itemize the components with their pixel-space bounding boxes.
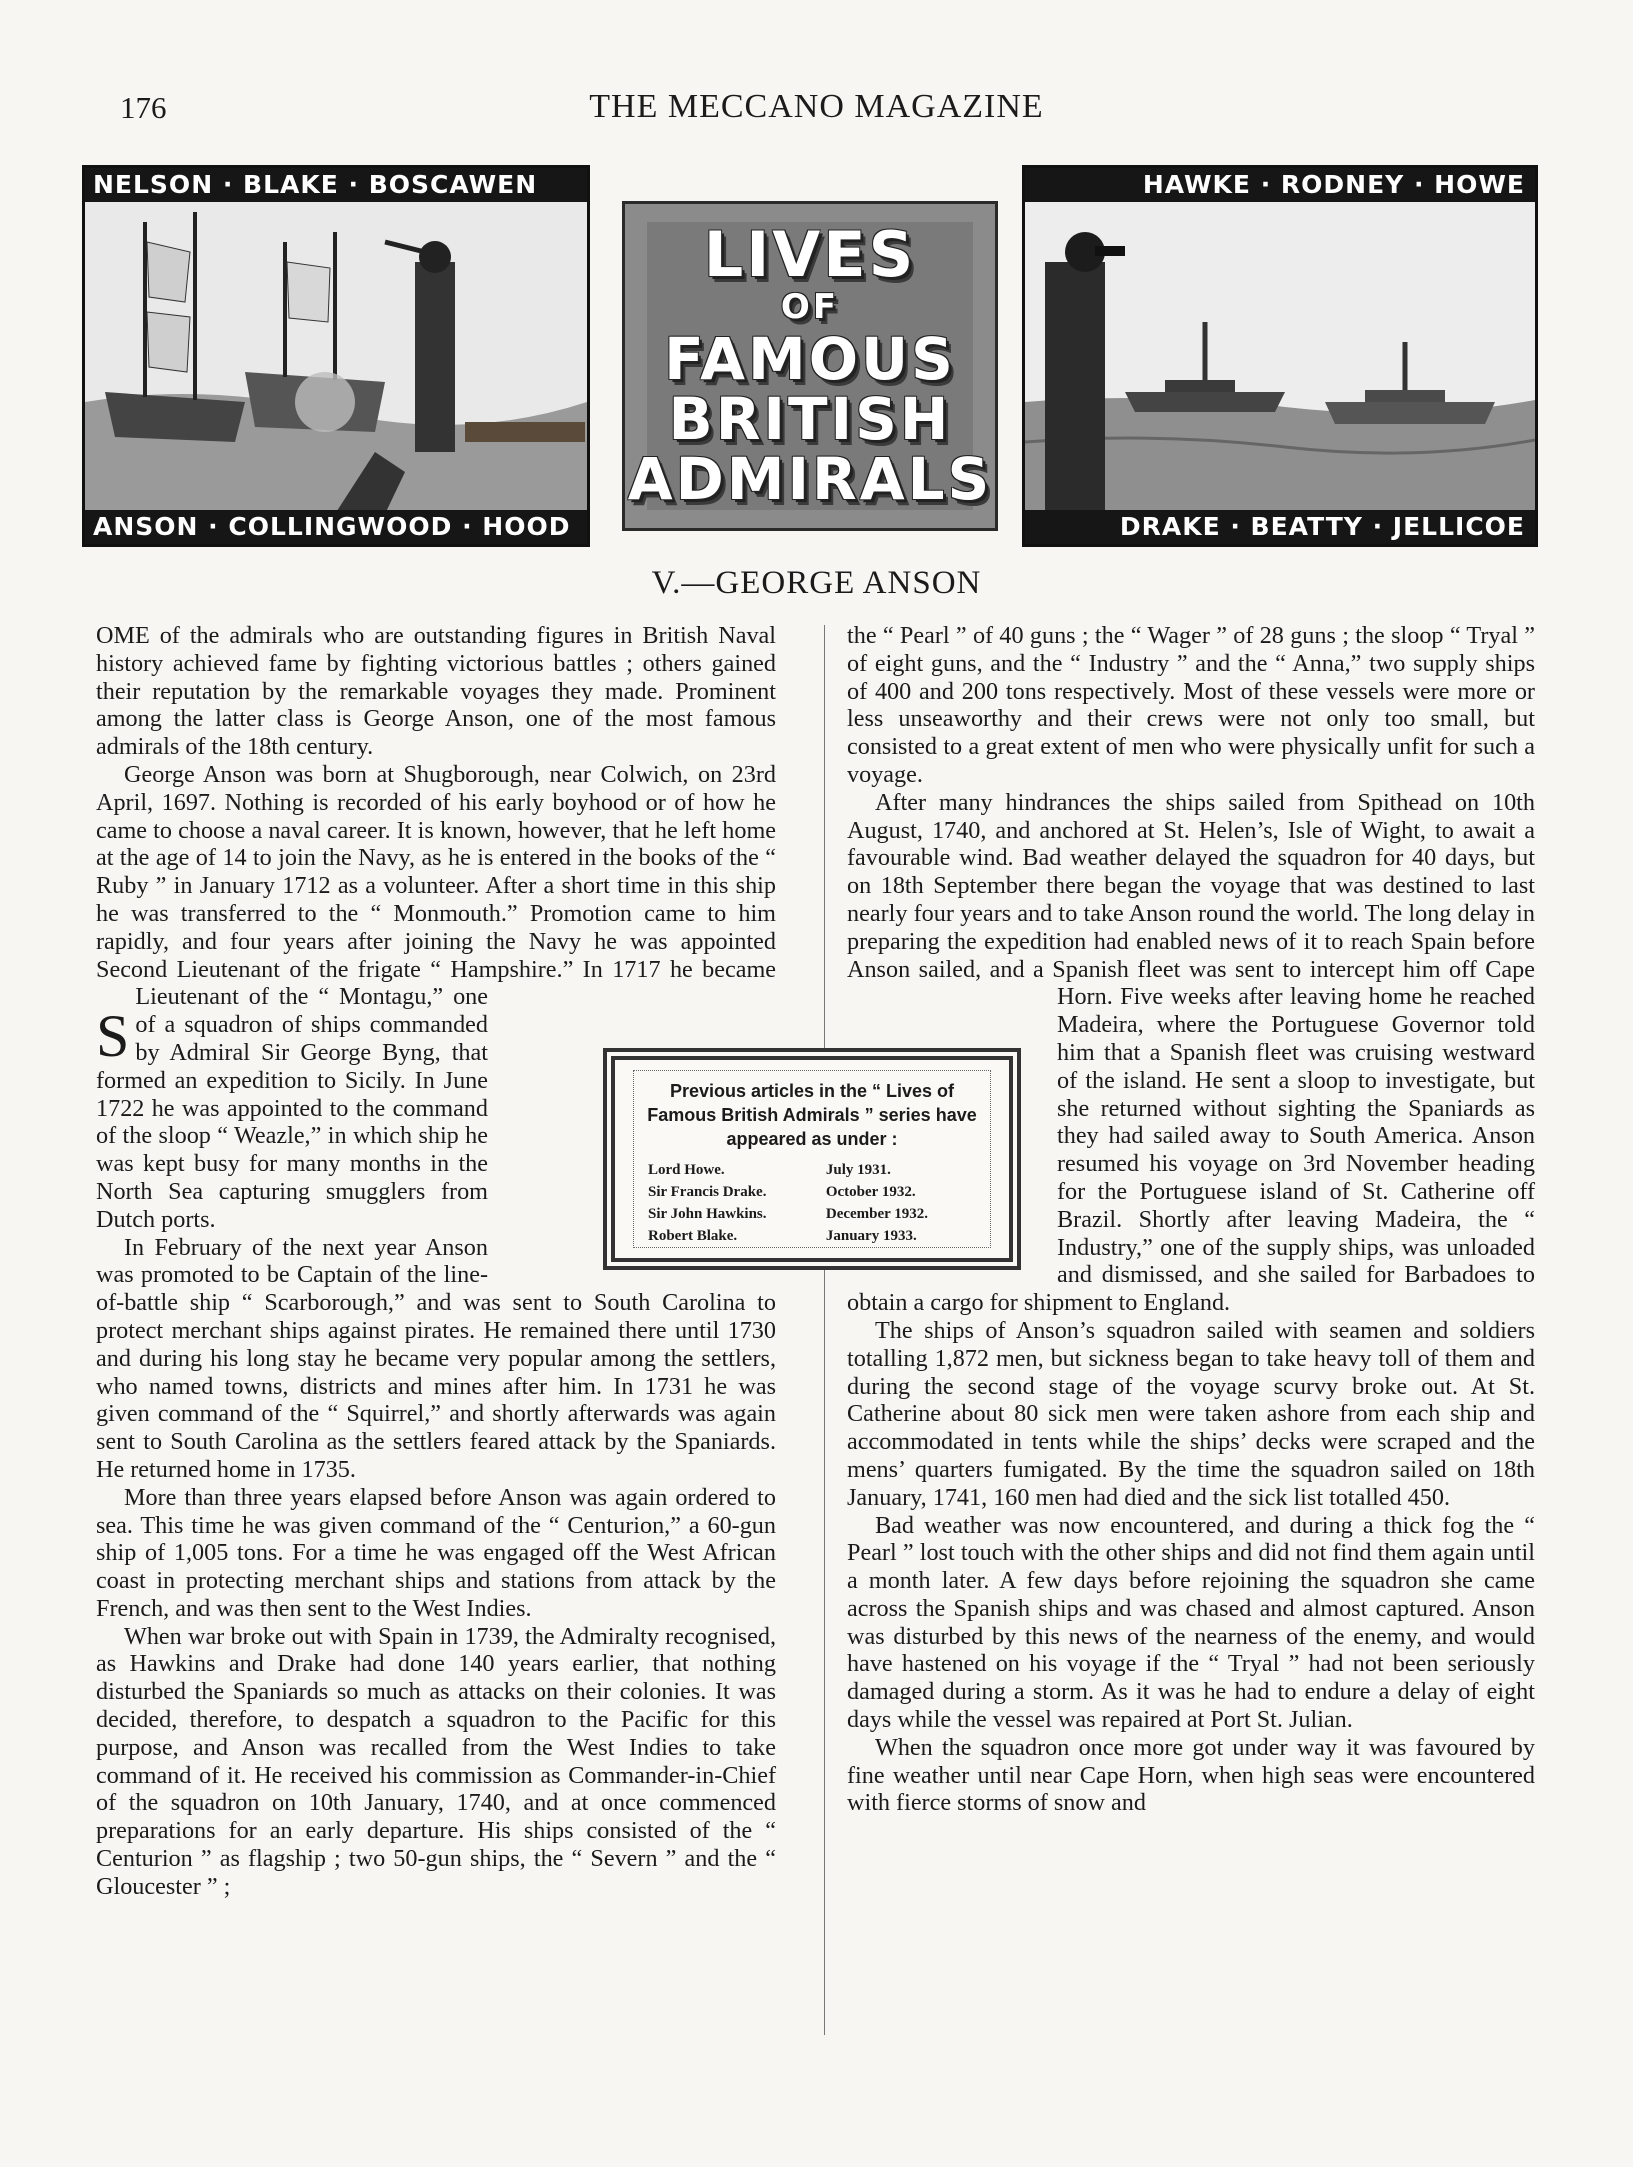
drop-cap: S bbox=[96, 1003, 130, 1069]
article-subject: Robert Blake. bbox=[648, 1228, 738, 1244]
left-illustration-panel bbox=[82, 165, 590, 547]
left-bottom-caption: ANSON · COLLINGWOOD · HOOD bbox=[85, 510, 587, 544]
series-title-plate bbox=[622, 201, 998, 531]
paragraph: the “ Pearl ” of 40 guns ; the “ Wager ” of 28 guns ; the sloop “ Tryal ” of eight guns, and the “ Industry ” and the “ Anna,” two supply ships of 400 and 200 tons respectively. Most of these vessels were more or less unseaworthy and their crews were not only too small, but consisted to a great extent of men who were physically unfit for such a voyage. bbox=[847, 622, 1535, 788]
title-word-of: OF bbox=[780, 287, 840, 327]
title-word-lives: LIVES bbox=[703, 218, 917, 291]
paragraph: Bad weather was now encountered, and during a thick fog the “ Pearl ” lost touch with the other ships and did not find them again until a month later. A few days before rejoining the squadron she came across the Spanish ships and was chased and almost captured. Anson was disturbed by this news of the nearness of the enemy, and would have hastened on his voyage if the “ Tryal ” had not been seriously damaged during a storm. As it was he had to endure a delay of eight days while the vessel was repaired at Port St. Julian. bbox=[847, 1511, 1535, 1734]
battleship-fleet-illustration bbox=[1025, 202, 1535, 514]
table-row bbox=[646, 1203, 978, 1225]
article-title: V.—GEORGE ANSON bbox=[651, 565, 982, 601]
title-word-admirals: ADMIRALS bbox=[627, 445, 993, 513]
previous-articles-box bbox=[603, 1048, 1021, 1270]
right-illustration-panel bbox=[1022, 165, 1538, 547]
table-row bbox=[646, 1225, 978, 1247]
sailing-battle-illustration bbox=[85, 202, 587, 514]
paragraph: In February of the next year Anson was promoted to be Captain of the line-of-battle ship “ Scarborough,” and was sent to South Carolina to protect merchant ships against pirates. He remained there until 1730 and during his long stay he became very popular among the settlers, who named towns, districts and mines after him. In 1731 he was given command of the “ Squirrel,” and shortly afterwards was again sent to South Carolina as the settlers feared attack by the Spaniards. He returned home in 1735. bbox=[96, 1233, 776, 1483]
paragraph: When war broke out with Spain in 1739, the Admiralty recognised, as Hawkins and Drake had done 140 years earlier, that nothing disturbed the Spaniards so much as attacks on their colonies. It was decided, therefore, to despatch a squadron to the Pacific for this purpose, and Anson was recalled from the West Indies to take command of it. He received his commission as Commander-in-Chief of the squadron on 10th January, 1740, and at once commenced preparations for an early departure. His ships consisted of the “ Centurion ” as flagship ; two 50-gun ships, the “ Severn ” and the “ Gloucester ” ; bbox=[96, 1622, 776, 1900]
article-date: December 1932. bbox=[825, 1206, 929, 1222]
article-subject: Sir John Hawkins. bbox=[648, 1206, 767, 1222]
right-top-caption: HAWKE · RODNEY · HOWE bbox=[1025, 168, 1535, 202]
paragraph: George Anson was born at Shugborough, near Colwich, on 23rd April, 1697. Nothing is recorded of his early boyhood or of how he came to choose a naval career. It is known, however, that he left home at the age of 14 to join the Navy, as he is entered in the books of the “ Ruby ” in January 1712 as a volunteer. After a short time in this ship he was transferred to the “ Monmouth.” Promotion came to him rapidly, and four years after joining the Navy he was appointed Second Lieutenant of the frigate “ Hampshire.” In 1717 he became Lieutenant of the “ Montagu,” one of a squadron of ships commanded by Admiral Sir George Byng, that formed an expedition to Sicily. In June 1722 he was appointed to the command of the sloop “ Weazle,” in which ship he was kept busy for many months in the North Sea capturing smugglers from Dutch ports. bbox=[96, 760, 776, 1233]
previous-articles-table bbox=[646, 1159, 978, 1247]
paragraph: More than three years elapsed before Anson was again ordered to sea. This time he was given command of the “ Centurion,” a 60-gun ship of 1,005 tons. For a time he was engaged off the West African coast in protecting merchant ships and stations from attack by the French, and was then sent to the West Indies. bbox=[96, 1483, 776, 1622]
left-top-caption: NELSON · BLAKE · BOSCAWEN bbox=[85, 168, 587, 202]
page-number: 176 bbox=[120, 90, 167, 125]
right-bottom-caption: DRAKE · BEATTY · JELLICOE bbox=[1025, 510, 1535, 544]
previous-articles-intro: Previous articles in the “ Lives of Famous British Admirals ” series have appeared as under : bbox=[647, 1081, 977, 1149]
title-word-famous: FAMOUS bbox=[664, 325, 956, 393]
title-word-british: BRITISH bbox=[668, 385, 952, 453]
column-divider bbox=[824, 625, 825, 2035]
table-row bbox=[646, 1181, 978, 1203]
article-subject: Sir Francis Drake. bbox=[648, 1184, 767, 1200]
paragraph-text: OME of the admirals who are outstanding figures in British Naval history achieved fame by fighting victorious battles ; others gained their reputation by the remarkable voyages they made. Prominent among the latter class is George Anson, one of the most famous admirals of the 18th century. bbox=[96, 622, 776, 761]
paragraph: After many hindrances the ships sailed from Spithead on 10th August, 1740, and anchored at St. Helen’s, Isle of Wight, to await a favourable wind. Bad weather delayed the squadron for 40 days, but on 18th September there began the voyage that was destined to last nearly four years and to take Anson round the world. The long delay in preparing the expedition had enabled news of it to reach Spain before Anson sailed, and a Spanish fleet was sent to intercept him off Cape Horn. Five weeks after leaving home he reached Madeira, where the Portuguese Governor told him that a Spanish fleet was cruising westward of the island. He sent a sloop to investigate, but she returned without sighting the Spaniards as they had sailed away to South America. Anson resumed his voyage on 3rd November heading for the Portuguese island of St. Catherine off Brazil. Shortly after leaving Madeira, the “ Industry,” one of the supply ships, was unloaded and dismissed, and she sailed for Barbadoes to obtain a cargo for shipment to England. bbox=[847, 788, 1535, 1317]
running-head: THE MECCANO MAGAZINE bbox=[589, 88, 1044, 125]
paragraph: When the squadron once more got under way it was favoured by fine weather until near Cape Horn, when high seas were encountered with fierce storms of snow and bbox=[847, 1733, 1535, 1817]
table-row bbox=[646, 1159, 978, 1181]
article-subject: Lord Howe. bbox=[648, 1162, 725, 1178]
header-banner bbox=[82, 165, 1538, 547]
article-date: October 1932. bbox=[825, 1184, 916, 1200]
article-date: July 1931. bbox=[825, 1162, 891, 1178]
article-date: January 1933. bbox=[825, 1228, 917, 1244]
paragraph: The ships of Anson’s squadron sailed with seamen and soldiers totalling 1,872 men, but sickness began to take heavy toll of them and during the second stage of the voyage scurvy broke out. At St. Catherine about 80 sick men were taken ashore from each ship and accommodated in tents while the ships’ decks were scraped and the mens’ quarters fumigated. By the time the squadron sailed on 18th January, 1741, 160 men had died and the sick list totalled 450. bbox=[847, 1316, 1535, 1511]
